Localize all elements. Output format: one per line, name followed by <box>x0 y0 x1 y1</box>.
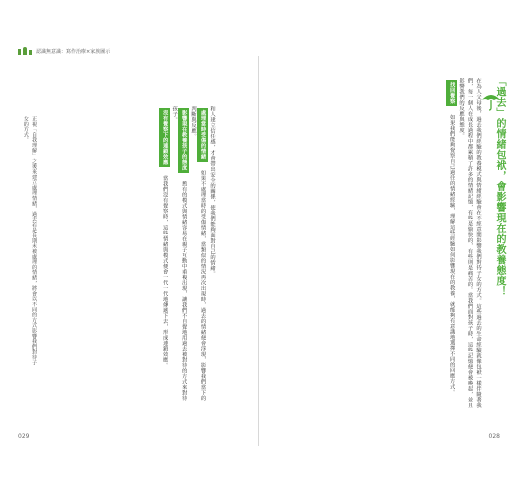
left-page <box>8 56 259 446</box>
left-body-text: 和人建立信任感，才會帶出安全的關係，使我們能夠面對自己的情緒。 <box>209 106 215 277</box>
subbody-chain-effect: 當我們沒有覺察時，這些情緒與模式便會一代一代地傳遞下去，形成連鎖效應。 <box>161 175 168 368</box>
right-page-body <box>304 78 482 408</box>
right-body-text: 在為人父母後，過去我們經驗的教養模式與情緒經驗會在不經意間影響我們對待子女的方式。這些過去的生命經驗就像包袱一樣伴隨著我們，每一個人在成長過程中都累積了許多的情緒記憶，有些是愉快的，有些則是痛苦的。當我們面對孩子時，這些記憶便會被喚起，並且影響我們的反應與態度。 <box>458 78 481 408</box>
book-spread <box>0 56 520 446</box>
left-page-number: 029 <box>18 433 30 440</box>
header-text: 認識無意識：寫作治療×家族圖示 <box>36 48 111 55</box>
subhead-parenting-attitude: 影響現在教養孩子的態度 <box>178 108 188 173</box>
right-page <box>262 56 512 446</box>
subbody-heal-emotions: 如果不處理當時的受傷情緒，當類似的情況再次出現時，過去的情緒便會浮現，影響我們當下的判斷與反應。 <box>190 106 206 401</box>
subhead-heal-emotions: 處理當時受傷的情緒 <box>197 108 207 162</box>
decorative-figures-icon <box>18 47 32 55</box>
subbody-parenting-attitude: 舊有的模式與情緒容易在親子互動中重複出現，讓我們不自覺地用過去被對待的方式來對待孩子。 <box>171 106 187 401</box>
subhead-awareness: 找回覺察 <box>446 80 456 106</box>
left-page-body <box>44 106 216 406</box>
pull-quote: 正視「自我理解」之後來建立處理情緒，過去若是長期未被處理的情緒，將會以不同的方式影響我們對待子女的方式。 <box>22 116 37 366</box>
right-page-number: 028 <box>488 433 500 440</box>
subbody-awareness: 如果我們能夠覺察自己過往的情緒經驗，理解這些經驗如何影響現在的教養，就能夠有意識地選擇不同的回應方式。 <box>448 114 455 395</box>
chapter-title: 「過去」的情緒包袱，會影響現在的教養態度！ <box>494 76 505 297</box>
subhead-chain-effect: 沒有覺察下的連鎖效應 <box>159 108 169 167</box>
